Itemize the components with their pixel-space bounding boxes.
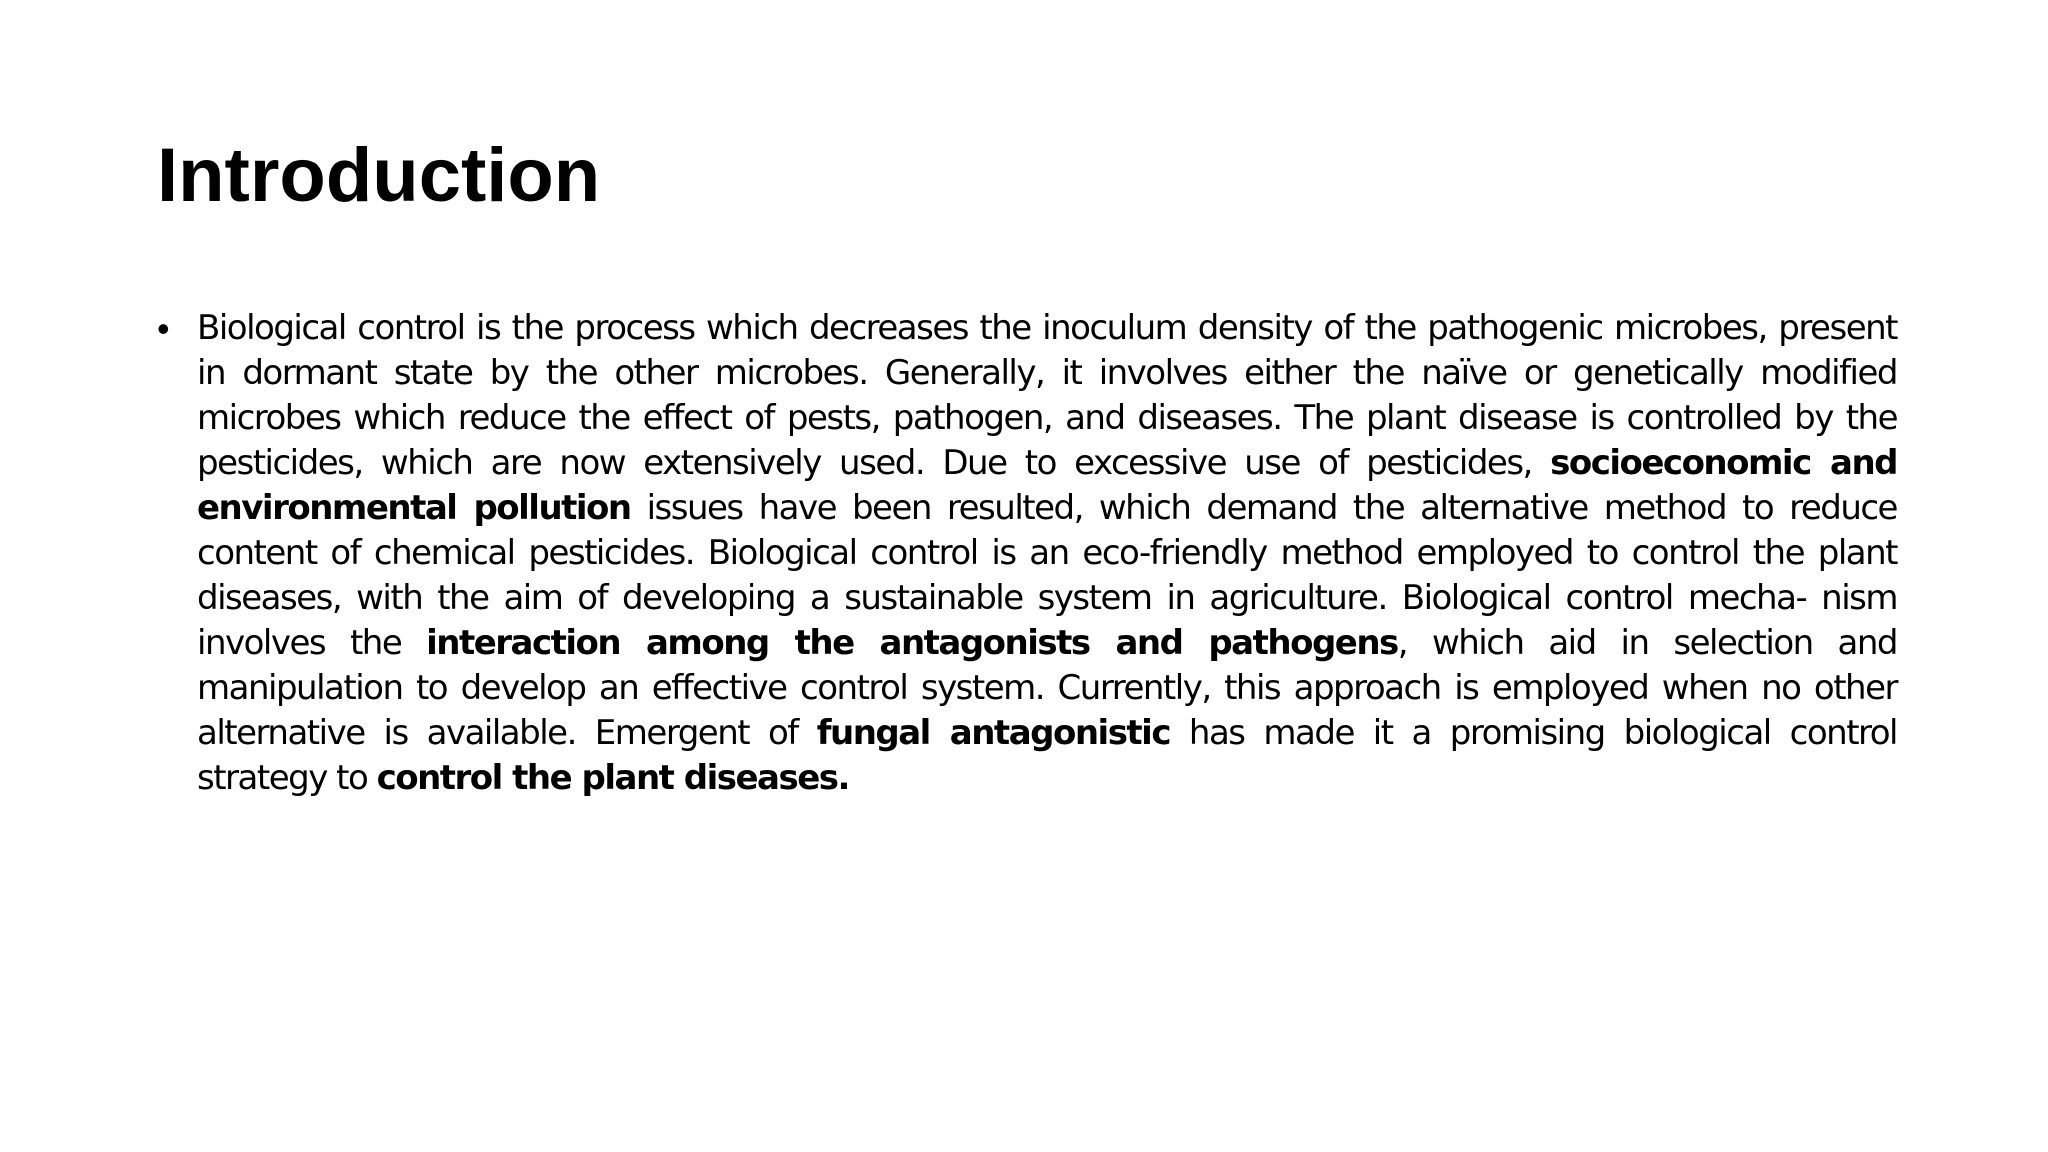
paragraph-text: issues have been resulted, which demand the alternative method to reduce content of chemical pesticides. Biological control is an eco-friendly method employed to control the plant diseases, with the aim of developing a sustainable system in agriculture. Biological control mecha- nism involves the xyxy=(197,488,1897,663)
bullet-paragraph xyxy=(197,306,1897,801)
bold-phrase: interaction among the antagonists and pathogens xyxy=(426,623,1398,663)
bullet-item xyxy=(157,306,1897,801)
bullet-list xyxy=(157,306,1897,801)
paragraph-text: has made it a promising biological control strategy to xyxy=(197,713,1898,798)
bold-phrase: fungal antagonistic xyxy=(816,713,1170,753)
bold-phrase: socioeconomic and environmental pollution xyxy=(197,443,1897,528)
paragraph-text: , which aid in selection and manipulation to develop an effective control system. Currently, this approach is employed when no other alternative is available. Emergent of xyxy=(197,623,1897,753)
bullet-icon: • xyxy=(157,308,170,349)
paragraph-text: Biological control is the process which decreases the inoculum density of the pathogenic microbes, present in dormant state by the other microbes. Generally, it involves either the naïve or genetically modified microbes which reduce the effect of pests, pathogen, and diseases. The plant disease is controlled by the pesticides, which are now extensively used. Due to excessive use of pesticides, xyxy=(197,308,1897,483)
bold-phrase: control the plant diseases. xyxy=(376,758,849,798)
slide-title: Introduction xyxy=(157,133,601,218)
